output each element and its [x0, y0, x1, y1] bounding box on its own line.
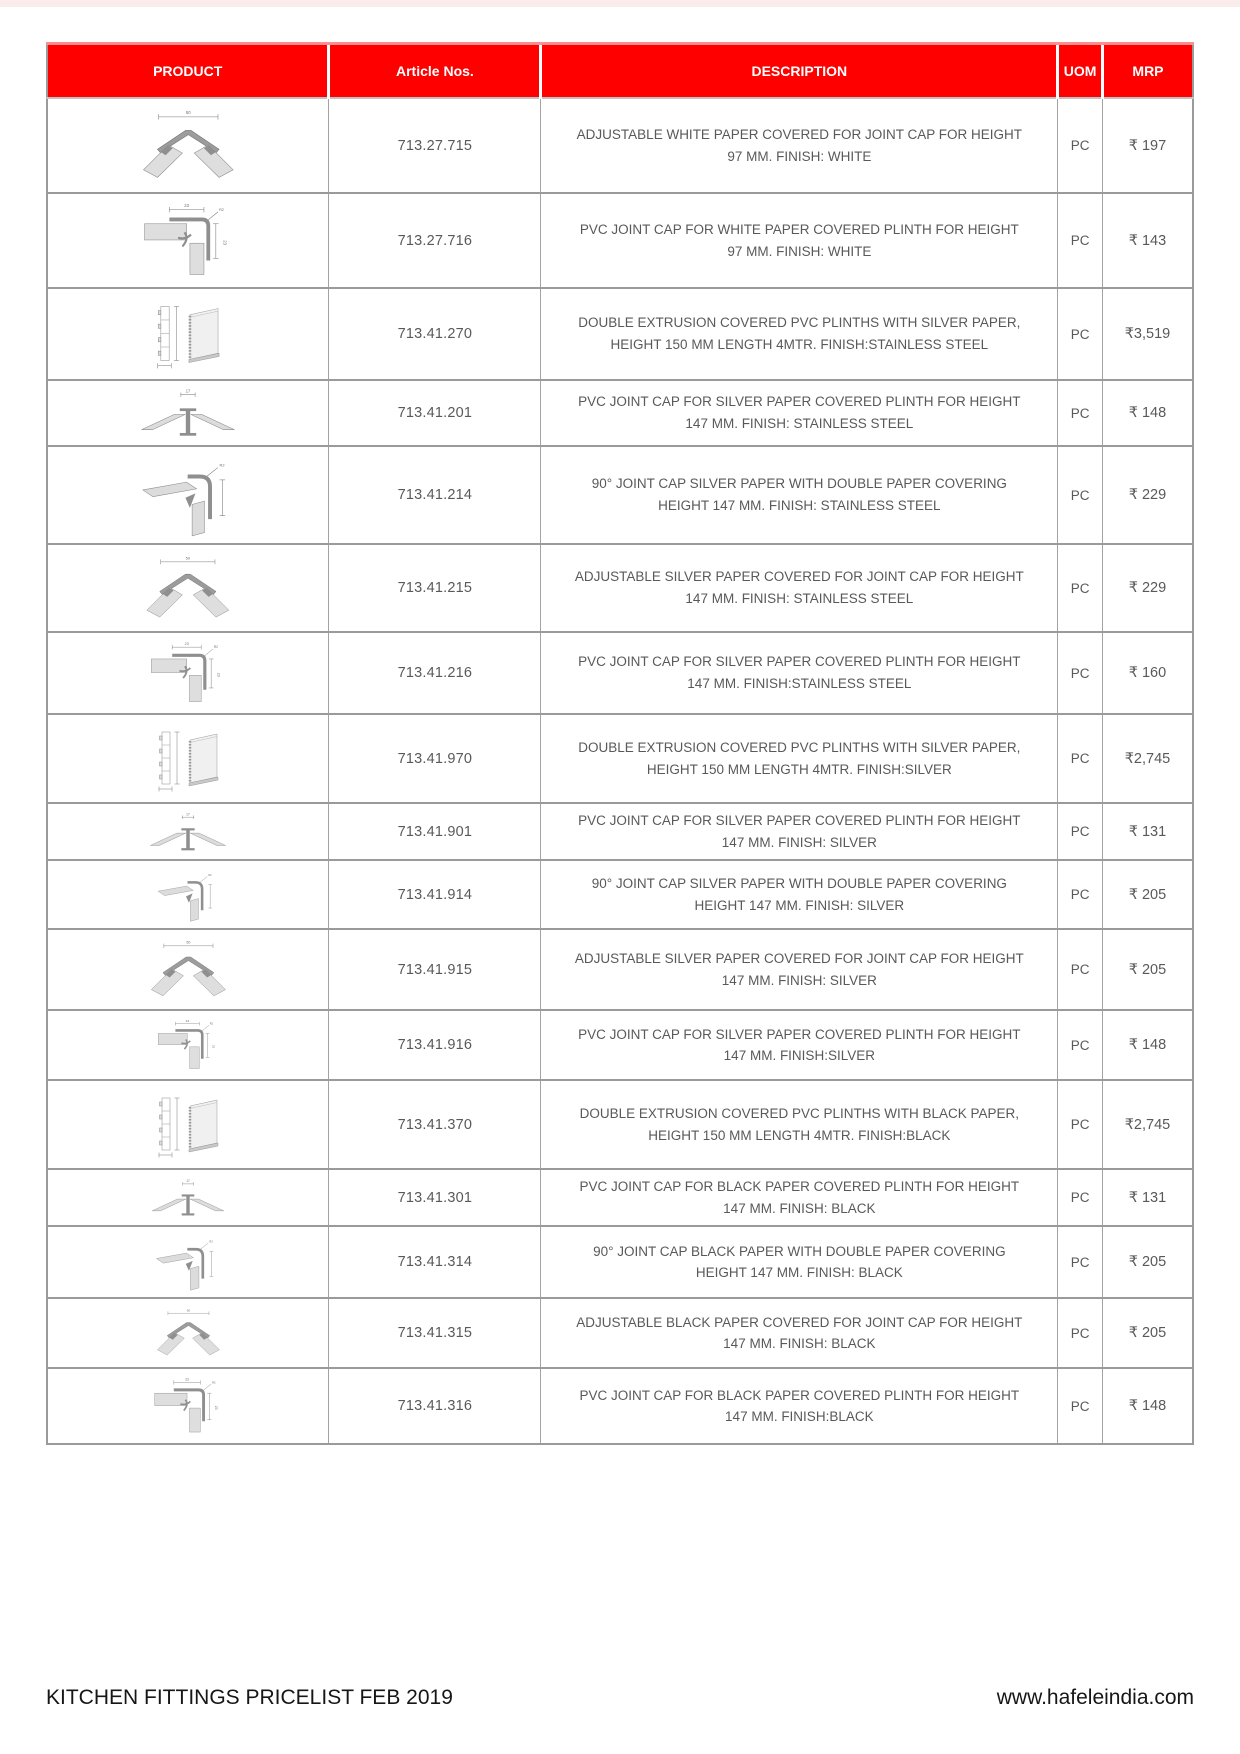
product-diagram	[48, 867, 328, 922]
product-row	[47, 1010, 1193, 1080]
uom-value: PC	[1058, 1169, 1103, 1226]
product-description: PVC JOINT CAP FOR SILVER PAPER COVERED PLINTH FOR HEIGHT 147 MM. FINISH:SILVER	[541, 1010, 1058, 1080]
product-image-cell	[47, 1080, 329, 1169]
article-number: 713.41.314	[329, 1226, 541, 1298]
product-diagram	[48, 1087, 328, 1162]
article-number: 713.41.301	[329, 1169, 541, 1226]
article-number: 713.27.716	[329, 193, 541, 288]
article-number: 713.41.201	[329, 380, 541, 446]
ninety-degree-joint-cap-diagram	[153, 867, 223, 922]
footer-website-link[interactable]: www.hafeleindia.com	[996, 1686, 1194, 1709]
adjustable-joint-cap-diagram	[141, 551, 235, 625]
dimension-label: 23	[185, 1019, 189, 1024]
radius-callout-label: R2	[209, 1240, 214, 1244]
uom-value: PC	[1058, 860, 1103, 929]
product-row	[47, 714, 1193, 803]
mrp-value: ₹ 205	[1102, 1226, 1193, 1298]
uom-value: PC	[1058, 380, 1103, 446]
mrp-value: ₹ 131	[1102, 803, 1193, 860]
mrp-value: ₹2,745	[1102, 1080, 1193, 1169]
product-description: 90° JOINT CAP BLACK PAPER WITH DOUBLE PAPER COVERING HEIGHT 147 MM. FINISH: BLACK	[541, 1226, 1058, 1298]
uom-value: PC	[1058, 1226, 1103, 1298]
pricelist-table	[46, 42, 1194, 1445]
uom-value: PC	[1058, 803, 1103, 860]
mrp-value: ₹ 197	[1102, 98, 1193, 193]
radius-callout-label: R2	[214, 645, 219, 650]
product-image-cell	[47, 446, 329, 544]
uom-value: PC	[1058, 446, 1103, 544]
article-number: 713.41.215	[329, 544, 541, 632]
adjustable-joint-cap-diagram	[153, 1305, 224, 1361]
column-header-uom: UOM	[1058, 44, 1103, 99]
uom-value: PC	[1058, 714, 1103, 803]
radius-callout-label: R2	[208, 873, 212, 877]
flat-joint-cap-diagram	[148, 1178, 228, 1218]
product-diagram	[48, 387, 328, 439]
product-row	[47, 446, 1193, 544]
article-number: 713.41.216	[329, 632, 541, 714]
uom-value: PC	[1058, 1080, 1103, 1169]
mrp-value: ₹3,519	[1102, 288, 1193, 380]
ninety-degree-joint-cap-diagram	[151, 1233, 224, 1291]
product-description: 90° JOINT CAP SILVER PAPER WITH DOUBLE PAPER COVERING HEIGHT 147 MM. FINISH: SILVER	[541, 860, 1058, 929]
mrp-value: ₹2,745	[1102, 714, 1193, 803]
product-diagram	[48, 721, 328, 796]
product-row	[47, 632, 1193, 714]
article-number: 713.41.270	[329, 288, 541, 380]
product-description: PVC JOINT CAP FOR SILVER PAPER COVERED PLINTH FOR HEIGHT 147 MM. FINISH: SILVER	[541, 803, 1058, 860]
flat-joint-cap-diagram	[146, 811, 230, 853]
adjustable-joint-cap-diagram	[137, 105, 240, 186]
article-number: 713.41.970	[329, 714, 541, 803]
product-diagram	[48, 105, 328, 186]
article-number: 713.41.370	[329, 1080, 541, 1169]
product-image-cell	[47, 1010, 329, 1080]
uom-value: PC	[1058, 544, 1103, 632]
product-description: 90° JOINT CAP SILVER PAPER WITH DOUBLE PAPER COVERING HEIGHT 147 MM. FINISH: STAINLESS STEEL	[541, 446, 1058, 544]
product-description: PVC JOINT CAP FOR SILVER PAPER COVERED PLINTH FOR HEIGHT 147 MM. FINISH: STAINLESS STEEL	[541, 380, 1058, 446]
product-description: DOUBLE EXTRUSION COVERED PVC PLINTHS WITH BLACK PAPER, HEIGHT 150 MM LENGTH 4MTR. FINISH:BLACK	[541, 1080, 1058, 1169]
uom-value: PC	[1058, 1298, 1103, 1368]
product-image-cell	[47, 632, 329, 714]
corner-joint-cap-diagram	[145, 639, 231, 707]
product-row	[47, 860, 1193, 929]
article-number: 713.41.916	[329, 1010, 541, 1080]
product-row	[47, 380, 1193, 446]
uom-value: PC	[1058, 98, 1103, 193]
plinth-panel-diagram	[141, 721, 236, 796]
radius-callout-label: R2	[219, 462, 225, 468]
article-number: 713.27.715	[329, 98, 541, 193]
article-number: 713.41.901	[329, 803, 541, 860]
product-image-cell	[47, 544, 329, 632]
dimension-label: 50	[186, 555, 191, 561]
dimension-label: 17	[186, 1178, 190, 1183]
product-description: PVC JOINT CAP FOR SILVER PAPER COVERED PLINTH FOR HEIGHT 147 MM. FINISH:STAINLESS STEEL	[541, 632, 1058, 714]
dimension-label: 23	[214, 1406, 219, 1410]
uom-value: PC	[1058, 1368, 1103, 1444]
product-description: PVC JOINT CAP FOR WHITE PAPER COVERED PLINTH FOR HEIGHT 97 MM. FINISH: WHITE	[541, 193, 1058, 288]
product-diagram	[48, 453, 328, 537]
product-image-cell	[47, 929, 329, 1010]
dimension-label: 23	[184, 641, 189, 646]
product-description: DOUBLE EXTRUSION COVERED PVC PLINTHS WITH SILVER PAPER, HEIGHT 150 MM LENGTH 4MTR. FINISH:STAINLESS STEEL	[541, 288, 1058, 380]
dimension-label: 50	[186, 940, 191, 945]
uom-value: PC	[1058, 632, 1103, 714]
product-image-cell	[47, 860, 329, 929]
product-diagram	[48, 551, 328, 625]
column-header-description: DESCRIPTION	[541, 44, 1058, 99]
mrp-value: ₹ 160	[1102, 632, 1193, 714]
adjustable-joint-cap-diagram	[146, 936, 231, 1003]
product-diagram	[48, 811, 328, 853]
product-description: PVC JOINT CAP FOR BLACK PAPER COVERED PLINTH FOR HEIGHT 147 MM. FINISH: BLACK	[541, 1169, 1058, 1226]
product-row	[47, 193, 1193, 288]
page-top-edge	[0, 0, 1240, 7]
page-footer	[46, 1686, 1194, 1710]
product-diagram	[48, 1305, 328, 1361]
product-row	[47, 544, 1193, 632]
dimension-label: 17	[186, 812, 191, 817]
product-image-cell	[47, 714, 329, 803]
product-diagram	[48, 1178, 328, 1218]
article-number: 713.41.316	[329, 1368, 541, 1444]
ninety-degree-joint-cap-diagram	[135, 453, 241, 537]
product-row	[47, 1169, 1193, 1226]
product-row	[47, 803, 1193, 860]
radius-callout-label: R2	[218, 207, 224, 212]
mrp-value: ₹ 148	[1102, 1368, 1193, 1444]
mrp-value: ₹ 143	[1102, 193, 1193, 288]
column-header-article-nos: Article Nos.	[329, 44, 541, 99]
product-image-cell	[47, 803, 329, 860]
product-diagram	[48, 1233, 328, 1291]
product-image-cell	[47, 1226, 329, 1298]
mrp-value: ₹ 148	[1102, 1010, 1193, 1080]
product-description: ADJUSTABLE BLACK PAPER COVERED FOR JOINT CAP FOR HEIGHT 147 MM. FINISH: BLACK	[541, 1298, 1058, 1368]
product-diagram	[48, 1017, 328, 1073]
product-description: ADJUSTABLE WHITE PAPER COVERED FOR JOINT CAP FOR HEIGHT 97 MM. FINISH: WHITE	[541, 98, 1058, 193]
dimension-label: 50	[185, 110, 191, 116]
flat-joint-cap-diagram	[136, 387, 240, 439]
product-diagram	[48, 639, 328, 707]
article-number: 713.41.315	[329, 1298, 541, 1368]
mrp-value: ₹ 205	[1102, 929, 1193, 1010]
product-diagram	[48, 295, 328, 373]
dimension-label: 23	[184, 203, 189, 209]
product-image-cell	[47, 98, 329, 193]
mrp-value: ₹ 205	[1102, 860, 1193, 929]
product-row	[47, 929, 1193, 1010]
uom-value: PC	[1058, 193, 1103, 288]
product-diagram	[48, 200, 328, 281]
mrp-value: ₹ 205	[1102, 1298, 1193, 1368]
product-description: ADJUSTABLE SILVER PAPER COVERED FOR JOINT CAP FOR HEIGHT 147 MM. FINISH: STAINLESS STEEL	[541, 544, 1058, 632]
article-number: 713.41.214	[329, 446, 541, 544]
corner-joint-cap-diagram	[153, 1017, 224, 1073]
product-image-cell	[47, 288, 329, 380]
product-diagram	[48, 936, 328, 1003]
product-row	[47, 288, 1193, 380]
uom-value: PC	[1058, 1010, 1103, 1080]
corner-joint-cap-diagram	[149, 1375, 228, 1437]
product-row	[47, 1080, 1193, 1169]
radius-callout-label: R2	[211, 1380, 216, 1385]
dimension-label: 17	[185, 388, 191, 394]
mrp-value: ₹ 148	[1102, 380, 1193, 446]
product-row	[47, 1368, 1193, 1444]
mrp-value: ₹ 229	[1102, 446, 1193, 544]
product-row	[47, 98, 1193, 193]
product-row	[47, 1226, 1193, 1298]
product-image-cell	[47, 1169, 329, 1226]
product-image-cell	[47, 1368, 329, 1444]
product-image-cell	[47, 380, 329, 446]
footer-document-title: KITCHEN FITTINGS PRICELIST FEB 2019	[46, 1686, 453, 1709]
product-row	[47, 1298, 1193, 1368]
product-diagram	[48, 1375, 328, 1437]
mrp-value: ₹ 131	[1102, 1169, 1193, 1226]
dimension-label: 50	[186, 1308, 190, 1313]
article-number: 713.41.915	[329, 929, 541, 1010]
product-description: PVC JOINT CAP FOR BLACK PAPER COVERED PLINTH FOR HEIGHT 147 MM. FINISH:BLACK	[541, 1368, 1058, 1444]
dimension-label: 23	[216, 672, 221, 677]
column-header-product: PRODUCT	[47, 44, 329, 99]
product-description: ADJUSTABLE SILVER PAPER COVERED FOR JOINT CAP FOR HEIGHT 147 MM. FINISH: SILVER	[541, 929, 1058, 1010]
article-number: 713.41.914	[329, 860, 541, 929]
dimension-label: 23	[185, 1377, 189, 1382]
mrp-value: ₹ 229	[1102, 544, 1193, 632]
dimension-label: 23	[211, 1045, 216, 1049]
product-image-cell	[47, 193, 329, 288]
column-header-mrp: MRP	[1102, 44, 1193, 99]
uom-value: PC	[1058, 288, 1103, 380]
product-image-cell	[47, 1298, 329, 1368]
table-header-row	[47, 44, 1193, 99]
plinth-panel-diagram	[139, 295, 238, 373]
corner-joint-cap-diagram	[137, 200, 240, 281]
radius-callout-label: R2	[209, 1022, 213, 1026]
product-description: DOUBLE EXTRUSION COVERED PVC PLINTHS WITH SILVER PAPER, HEIGHT 150 MM LENGTH 4MTR. FINISH:SILVER	[541, 714, 1058, 803]
uom-value: PC	[1058, 929, 1103, 1010]
plinth-panel-diagram	[141, 1087, 236, 1162]
dimension-label: 23	[222, 240, 228, 246]
